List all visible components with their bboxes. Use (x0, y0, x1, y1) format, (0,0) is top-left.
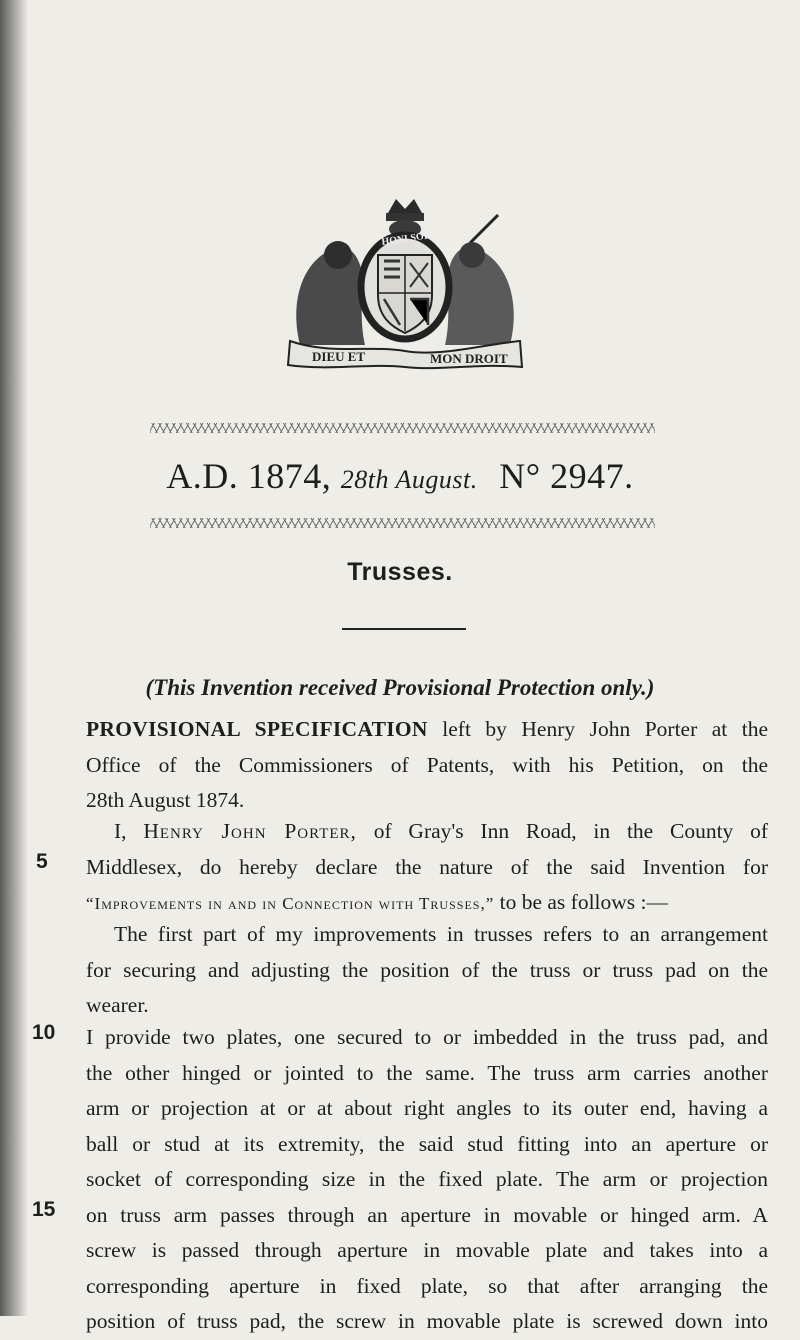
text-line: Office of the Commissioners of Patents, with his Petition, on the (86, 752, 768, 777)
text-line: on truss arm passes through an aperture in movable or hinged arm. A (86, 1202, 768, 1227)
text-line: 28th August 1874. (86, 788, 245, 812)
title-divider (342, 628, 466, 630)
garter-text: HONI SOIT (380, 229, 435, 248)
line-number-15: 15 (32, 1198, 56, 1221)
text-line: The first part of my improvements in trusses refers to an arrangement (114, 922, 768, 946)
text-line: socket of corresponding size in the fixed plate. The arm or projection (86, 1167, 768, 1191)
paragraph-declaration (86, 814, 768, 922)
text-fragment: of Gray's Inn Road, in the County of (373, 819, 769, 843)
royal-coat-of-arms (270, 195, 540, 370)
protection-note: (This Invention received Provisional Protection only.) (145, 675, 655, 700)
paragraph-plates (86, 1020, 768, 1340)
patent-header (0, 455, 800, 497)
text-line: ball or stud at its extremity, the said stud fitting into an aperture or (86, 1131, 768, 1156)
paragraph-provisional-specification (86, 712, 768, 819)
patent-year: A.D. 1874, (166, 456, 332, 496)
motto-right: MON DROIT (430, 351, 508, 366)
text-line: I provide two plates, one secured to or imbedded in the truss pad, and (86, 1025, 768, 1049)
text-line: Middlesex, do hereby declare the nature of the said Invention for (86, 854, 768, 879)
paragraph-first-part (86, 917, 768, 1024)
scan-edge-shadow (0, 0, 28, 1316)
text-fragment: to be as follows :— (499, 890, 669, 914)
text-line: arm or projection at or at about right angles to its outer end, having a (86, 1096, 768, 1120)
line-number-10: 10 (32, 1021, 56, 1044)
inventor-name: Henry John Porter, (143, 819, 357, 843)
motto-left: DIEU ET (312, 349, 366, 364)
text-line (86, 712, 768, 748)
ornamental-rule-top (150, 423, 655, 433)
spec-label: PROVISIONAL SPECIFICATION (86, 717, 428, 741)
text-fragment: I, (114, 819, 127, 843)
text-line: for securing and adjusting the position of the truss or truss pad on the (86, 957, 768, 982)
text-line: wearer. (86, 993, 149, 1017)
ornamental-rule-bottom (150, 518, 655, 528)
text-line (86, 814, 768, 850)
text-line: the other hinged or jointed to the same. The truss arm carries another (86, 1060, 768, 1085)
line-number-5: 5 (36, 850, 48, 873)
patent-number: N° 2947. (499, 456, 634, 496)
text-line: corresponding aperture in fixed plate, so that after arranging the (86, 1273, 768, 1298)
text-line: position of truss pad, the screw in movable plate is screwed down into (86, 1309, 768, 1333)
text-line: screw is passed through aperture in movable plate and takes into a (86, 1238, 768, 1262)
page-title: Trusses. (347, 558, 453, 586)
patent-date: 28th August. (340, 465, 478, 494)
text-fragment: left by Henry John Porter at the (442, 717, 769, 741)
invention-title: “Improvements in and in Connection with Trusses,” (86, 894, 495, 913)
